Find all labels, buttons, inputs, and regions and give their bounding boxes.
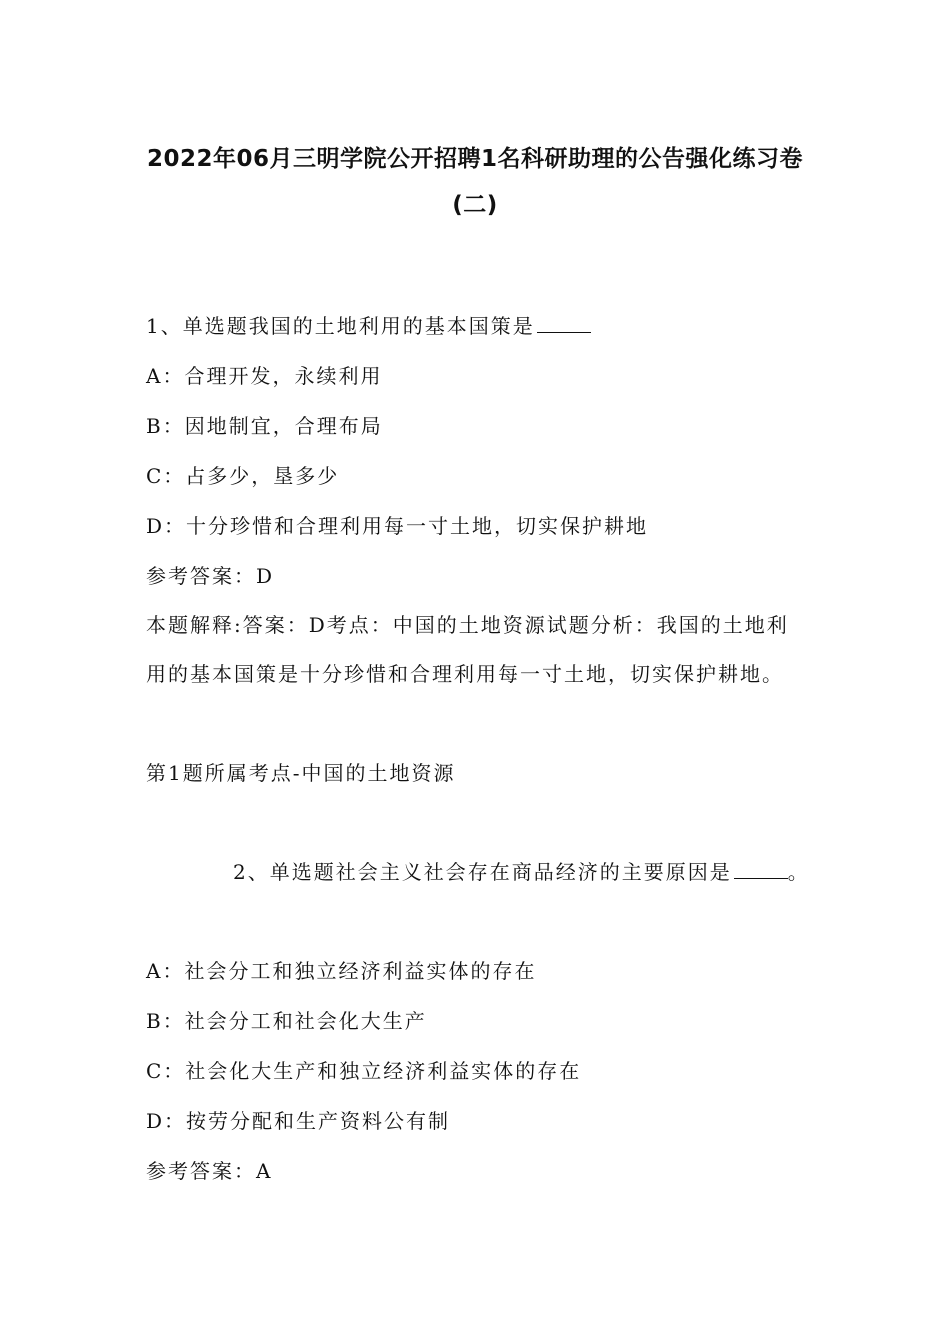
question-2-stem-suffix: 。 xyxy=(787,860,810,884)
question-1-stem xyxy=(146,314,591,338)
question-1-option-b: B：因地制宜，合理布局 xyxy=(146,414,383,438)
question-1-option-a: A：合理开发，永续利用 xyxy=(146,364,383,388)
question-1-explanation-line-2: 用的基本国策是十分珍惜和合理利用每一寸土地，切实保护耕地。 xyxy=(146,662,784,686)
question-1-stem-text: 1、单选题我国的土地利用的基本国策是 xyxy=(146,314,535,338)
question-2-option-a: A：社会分工和独立经济利益实体的存在 xyxy=(146,959,537,983)
question-2-option-c: C：社会化大生产和独立经济利益实体的存在 xyxy=(146,1059,582,1083)
question-2-option-b: B：社会分工和社会化大生产 xyxy=(146,1009,427,1033)
answer-blank xyxy=(734,860,788,879)
question-2-option-d: D：按劳分配和生产资料公有制 xyxy=(146,1109,451,1133)
question-1-topic: 第1题所属考点-中国的土地资源 xyxy=(146,761,456,785)
question-2-answer: 参考答案：A xyxy=(146,1159,273,1183)
question-2-stem xyxy=(233,860,810,884)
question-1-option-d: D：十分珍惜和合理利用每一寸土地，切实保护耕地 xyxy=(146,514,649,538)
question-1-answer: 参考答案：D xyxy=(146,564,275,588)
question-1-option-c: C：占多少，垦多少 xyxy=(146,464,340,488)
document-subtitle: (二) xyxy=(452,192,498,218)
answer-blank xyxy=(537,314,591,333)
question-2-stem-text: 2、单选题社会主义社会存在商品经济的主要原因是 xyxy=(233,860,732,884)
document-title: 2022年06月三明学院公开招聘1名科研助理的公告强化练习卷 xyxy=(146,146,804,172)
question-1-explanation-line-1: 本题解释:答案：D考点：中国的土地资源试题分析：我国的土地利 xyxy=(146,613,789,637)
